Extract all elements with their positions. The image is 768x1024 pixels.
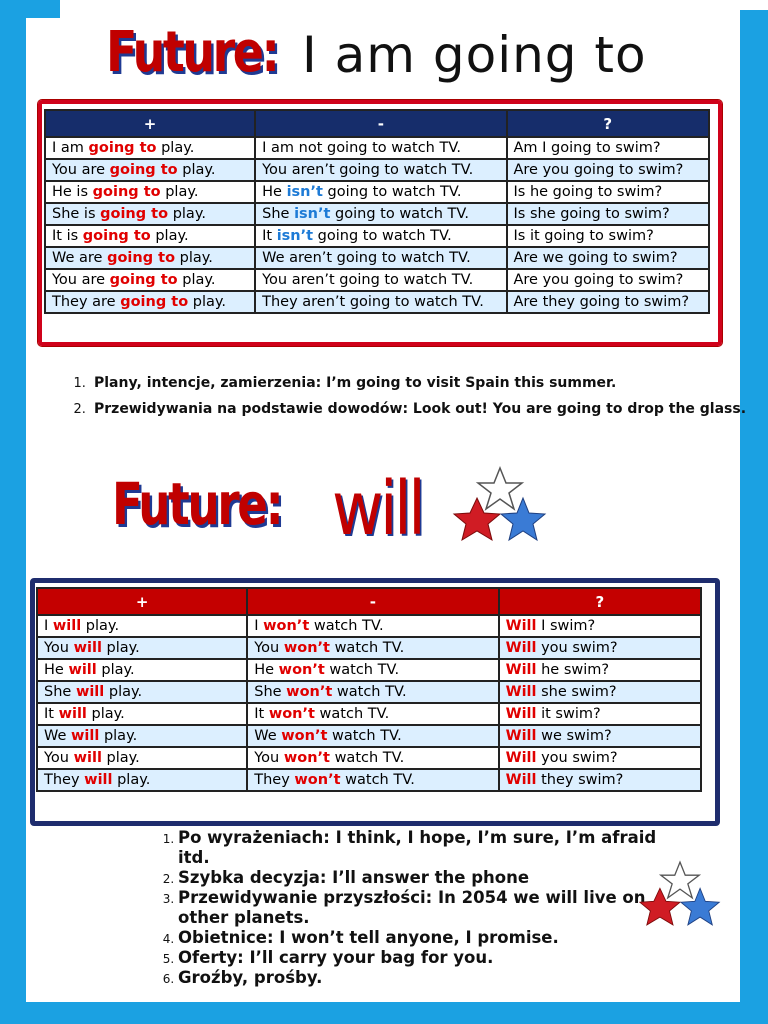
cell-text: play. xyxy=(104,684,143,700)
highlight-text: going to xyxy=(120,294,189,310)
highlight-text: won’t xyxy=(263,618,310,634)
question-cell xyxy=(499,747,701,769)
question-cell xyxy=(499,769,701,791)
highlight-text: going to xyxy=(88,140,157,156)
top-border xyxy=(0,0,768,18)
positive-cell xyxy=(45,203,255,225)
cell-text: You aren’t going to watch TV. xyxy=(262,162,474,178)
highlight-text: isn’t xyxy=(286,184,323,200)
negative-cell xyxy=(247,769,498,791)
highlight-text: isn’t xyxy=(294,206,331,222)
highlight-text: Will xyxy=(505,750,537,766)
will-title-future: Future: xyxy=(112,470,282,538)
highlight-text: won’t xyxy=(283,640,330,656)
cell-text: They aren’t going to watch TV. xyxy=(262,294,484,310)
negative-cell xyxy=(247,703,498,725)
cell-text: she swim? xyxy=(536,684,617,700)
cell-text: you swim? xyxy=(536,750,618,766)
question-cell xyxy=(499,659,701,681)
will-title xyxy=(112,466,423,552)
header-question: ? xyxy=(499,588,701,615)
highlight-text: Will xyxy=(505,662,537,678)
question-cell xyxy=(499,703,701,725)
cell-text: you swim? xyxy=(536,640,618,656)
cell-text: play. xyxy=(177,272,216,288)
question-cell xyxy=(507,137,710,159)
highlight-text: will xyxy=(84,772,113,788)
negative-cell xyxy=(247,725,498,747)
going-to-title-future: Future: xyxy=(106,20,278,85)
will-title-word: will xyxy=(332,466,423,552)
list-item: 5. Oferty: I’ll carry your bag for you. xyxy=(178,948,678,968)
list-item: 1. Plany, intencje, zamierzenia: I’m going to visit Spain this summer. xyxy=(90,370,768,396)
cell-text: He xyxy=(262,184,287,200)
cell-text: play. xyxy=(112,772,151,788)
cell-text: He xyxy=(44,662,69,678)
negative-cell xyxy=(255,225,506,247)
cell-text: play. xyxy=(160,184,199,200)
cell-text: Are they going to swim? xyxy=(513,294,690,310)
cell-text: watch TV. xyxy=(327,728,402,744)
cell-text: You xyxy=(254,640,284,656)
cell-text: watch TV. xyxy=(314,706,390,722)
table-row xyxy=(37,681,701,703)
cell-text: he swim? xyxy=(536,662,610,678)
cell-text: watch TV. xyxy=(329,750,405,766)
cell-text: I xyxy=(44,618,53,634)
highlight-text: Will xyxy=(505,706,537,722)
will-uses-list xyxy=(140,828,678,988)
cell-text: Are you going to swim? xyxy=(513,162,684,178)
positive-cell xyxy=(37,725,247,747)
positive-cell xyxy=(37,703,247,725)
positive-cell xyxy=(45,181,255,203)
cell-text: Is he going to swim? xyxy=(513,184,663,200)
question-cell xyxy=(507,247,710,269)
cell-text: play. xyxy=(86,706,125,722)
table-row xyxy=(37,725,701,747)
cell-text: going to watch TV. xyxy=(313,228,452,244)
question-cell xyxy=(507,225,710,247)
going-to-title xyxy=(106,20,647,90)
table-row xyxy=(45,247,709,269)
question-cell xyxy=(507,181,710,203)
positive-cell xyxy=(37,769,247,791)
cell-text: You aren’t going to watch TV. xyxy=(262,272,474,288)
table-row xyxy=(45,203,709,225)
highlight-text: will xyxy=(73,750,102,766)
cell-text: She xyxy=(262,206,295,222)
negative-cell xyxy=(247,659,498,681)
cell-text: They xyxy=(44,772,85,788)
cell-text: Is she going to swim? xyxy=(513,206,670,222)
positive-cell xyxy=(45,291,255,313)
table-row xyxy=(45,181,709,203)
cell-text: going to watch TV. xyxy=(330,206,470,222)
cell-text: play. xyxy=(175,250,213,266)
will-table xyxy=(36,587,702,792)
negative-cell xyxy=(247,747,498,769)
cell-text: I swim? xyxy=(536,618,596,634)
table-row xyxy=(37,637,701,659)
cell-text: watch TV. xyxy=(329,640,405,656)
table-row xyxy=(37,703,701,725)
cell-text: We aren’t going to watch TV. xyxy=(262,250,471,266)
cell-text: play. xyxy=(81,618,120,634)
highlight-text: going to xyxy=(92,184,161,200)
highlight-text: isn’t xyxy=(276,228,314,244)
negative-cell xyxy=(255,269,506,291)
highlight-text: going to xyxy=(82,228,151,244)
positive-cell xyxy=(45,225,255,247)
question-cell xyxy=(507,291,710,313)
cell-text: You are xyxy=(52,162,110,178)
highlight-text: won’t xyxy=(278,662,325,678)
highlight-text: won’t xyxy=(294,772,341,788)
cell-text: Am I going to swim? xyxy=(513,140,661,156)
question-cell xyxy=(499,681,701,703)
positive-cell xyxy=(45,159,255,181)
table-row xyxy=(37,769,701,791)
right-border xyxy=(740,10,768,1024)
table-row xyxy=(37,747,701,769)
cell-text: we swim? xyxy=(536,728,612,744)
table-row xyxy=(45,225,709,247)
cell-text: I am not going to watch TV. xyxy=(262,140,461,156)
cell-text: She xyxy=(44,684,76,700)
cell-text: It is xyxy=(52,228,83,244)
negative-cell xyxy=(247,637,498,659)
going-to-uses-list xyxy=(52,370,768,422)
highlight-text: won’t xyxy=(281,728,328,744)
cell-text: We xyxy=(44,728,72,744)
cell-text: You xyxy=(44,750,74,766)
cell-text: She xyxy=(254,684,287,700)
cell-text: He xyxy=(254,662,279,678)
cell-text: play. xyxy=(177,162,216,178)
question-cell xyxy=(499,637,701,659)
positive-cell xyxy=(37,615,247,637)
list-item: 1. Po wyrażeniach: I think, I hope, I’m sure, I’m afraid itd. xyxy=(178,828,678,868)
cell-text: It xyxy=(262,228,277,244)
highlight-text: Will xyxy=(505,728,537,744)
going-to-table xyxy=(44,109,710,314)
cell-text: play. xyxy=(96,662,135,678)
stars-icon xyxy=(445,466,555,550)
highlight-text: going to xyxy=(107,250,176,266)
cell-text: play. xyxy=(99,728,138,744)
table-row xyxy=(45,291,709,313)
cell-text: they swim? xyxy=(536,772,624,788)
cell-text: He is xyxy=(52,184,93,200)
highlight-text: going to xyxy=(109,272,178,288)
highlight-text: won’t xyxy=(286,684,333,700)
cell-text: She is xyxy=(52,206,101,222)
cell-text: play. xyxy=(101,640,140,656)
highlight-text: will xyxy=(71,728,100,744)
negative-cell xyxy=(255,181,506,203)
highlight-text: will xyxy=(68,662,97,678)
cell-text: watch TV. xyxy=(309,618,384,634)
negative-cell xyxy=(255,137,506,159)
table-row xyxy=(45,269,709,291)
negative-cell xyxy=(255,203,506,225)
table-row xyxy=(37,659,701,681)
positive-cell xyxy=(37,747,247,769)
cell-text: I am xyxy=(52,140,89,156)
positive-cell xyxy=(37,681,247,703)
negative-cell xyxy=(255,247,506,269)
highlight-text: going to xyxy=(109,162,178,178)
question-cell xyxy=(507,269,710,291)
cell-text: it swim? xyxy=(536,706,601,722)
header-positive: + xyxy=(45,110,255,137)
highlight-text: Will xyxy=(505,684,537,700)
cell-text: It xyxy=(254,706,269,722)
table-row xyxy=(45,137,709,159)
highlight-text: Will xyxy=(505,618,537,634)
cell-text: play. xyxy=(168,206,206,222)
negative-cell xyxy=(247,681,498,703)
left-border xyxy=(0,0,26,1024)
cell-text: You xyxy=(254,750,284,766)
highlight-text: going to xyxy=(100,206,169,222)
header-negative: - xyxy=(247,588,498,615)
cell-text: It xyxy=(44,706,59,722)
stars-icon xyxy=(632,860,728,934)
header-negative: - xyxy=(255,110,506,137)
question-cell xyxy=(499,725,701,747)
positive-cell xyxy=(45,269,255,291)
cell-text: watch TV. xyxy=(324,662,400,678)
positive-cell xyxy=(37,637,247,659)
cell-text: They xyxy=(254,772,295,788)
list-item: 2. Szybka decyzja: I’ll answer the phone xyxy=(178,868,678,888)
highlight-text: Will xyxy=(505,772,537,788)
negative-cell xyxy=(255,159,506,181)
list-item: 3. Przewidywanie przyszłości: In 2054 we will live on other planets. xyxy=(178,888,678,928)
positive-cell xyxy=(45,247,255,269)
cell-text: play. xyxy=(188,294,227,310)
cell-text: I xyxy=(254,618,264,634)
question-cell xyxy=(499,615,701,637)
cell-text: going to watch TV. xyxy=(322,184,462,200)
cell-text: watch TV. xyxy=(340,772,415,788)
highlight-text: will xyxy=(75,684,105,700)
bottom-border xyxy=(0,1002,768,1024)
header-question: ? xyxy=(507,110,710,137)
cell-text: Are we going to swim? xyxy=(513,250,678,266)
cell-text: play. xyxy=(150,228,189,244)
cell-text: play. xyxy=(156,140,195,156)
cell-text: We xyxy=(254,728,282,744)
highlight-text: will xyxy=(58,706,87,722)
cell-text: You are xyxy=(52,272,110,288)
list-item: 2. Przewidywania na podstawie dowodów: Look out! You are going to drop the glass. xyxy=(90,396,768,422)
highlight-text: Will xyxy=(505,640,537,656)
list-item: 6. Groźby, prośby. xyxy=(178,968,678,988)
negative-cell xyxy=(247,615,498,637)
question-cell xyxy=(507,159,710,181)
highlight-text: will xyxy=(52,618,82,634)
negative-cell xyxy=(255,291,506,313)
highlight-text: won’t xyxy=(268,706,315,722)
table-row xyxy=(37,615,701,637)
cell-text: play. xyxy=(101,750,140,766)
highlight-text: won’t xyxy=(283,750,330,766)
cell-text: We are xyxy=(52,250,108,266)
highlight-text: will xyxy=(73,640,102,656)
cell-text: watch TV. xyxy=(332,684,407,700)
going-to-title-phrase: I am going to xyxy=(302,26,647,84)
cell-text: They are xyxy=(52,294,121,310)
header-positive: + xyxy=(37,588,247,615)
cell-text: Are you going to swim? xyxy=(513,272,684,288)
cell-text: Is it going to swim? xyxy=(513,228,654,244)
cell-text: You xyxy=(44,640,74,656)
positive-cell xyxy=(37,659,247,681)
table-row xyxy=(45,159,709,181)
question-cell xyxy=(507,203,710,225)
positive-cell xyxy=(45,137,255,159)
list-item: 4. Obietnice: I won’t tell anyone, I promise. xyxy=(178,928,678,948)
